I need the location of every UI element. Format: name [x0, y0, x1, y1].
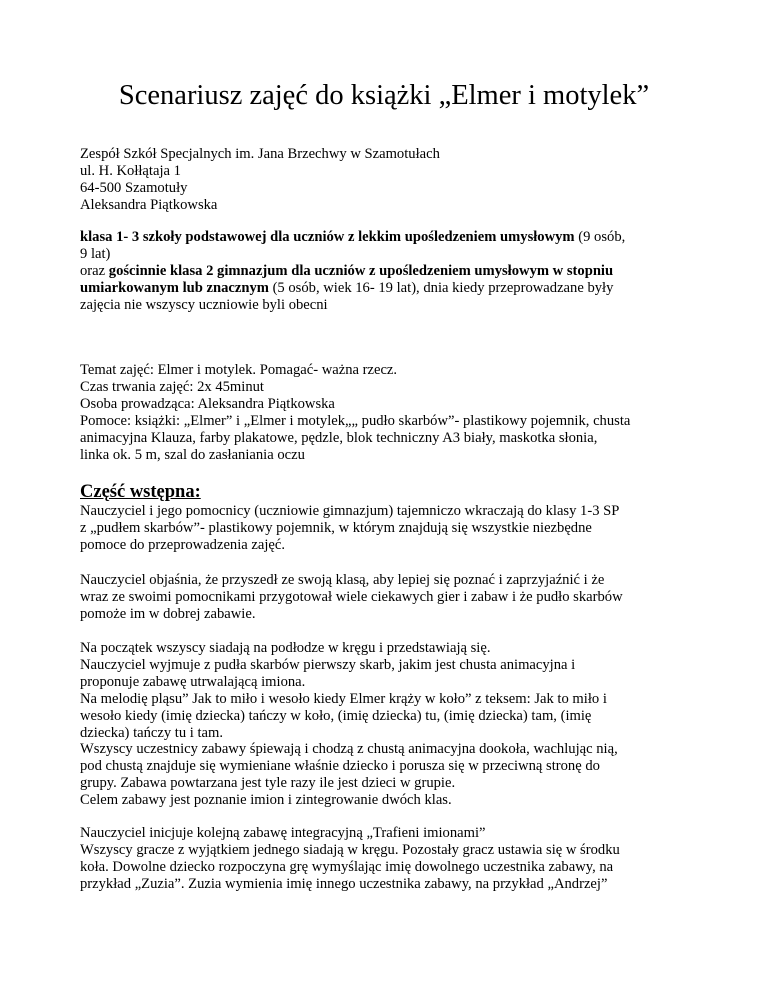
paragraph-line: Nauczyciel wyjmuje z pudła skarbów pierwszy skarb, jakim jest chusta animacyjna i	[80, 656, 576, 673]
paragraph	[80, 825, 690, 893]
lesson-materials: Pomoce: książki: „Elmer” i „Elmer i motylek„„ pudło skarbów”- plastikowy pojemnik, chusta	[80, 412, 631, 429]
class-info-block	[80, 229, 690, 314]
paragraph	[80, 572, 690, 623]
school-street: ul. H. Kołłątaja 1	[80, 162, 181, 179]
lesson-duration: Czas trwania zajęć: 2x 45minut	[80, 378, 264, 395]
section-heading: Część wstępna:	[80, 482, 201, 502]
class-primary-count: (9 osób,	[574, 229, 626, 245]
school-city: 64-500 Szamotuły	[80, 179, 188, 196]
class-primary-bold: klasa 1- 3 szkoły podstawowej dla uczniów z lekkim upośledzeniem umysłowym	[80, 229, 575, 245]
paragraph-line: proponuje zabawę utrwalającą imiona.	[80, 673, 306, 690]
class-info-line	[80, 280, 690, 297]
paragraph-line: Nauczyciel objaśnia, że przyszedł ze swoją klasą, aby lepiej się poznać i zaprzyjaźnić i że	[80, 572, 605, 588]
author-name: Aleksandra Piątkowska	[80, 196, 218, 213]
lesson-teacher: Osoba prowadząca: Aleksandra Piątkowska	[80, 395, 335, 412]
paragraph-line: grupy. Zabawa powtarzana jest tyle razy ile jest dzieci w grupie.	[80, 775, 456, 792]
document-title: Scenariusz zajęć do książki „Elmer i motylek”	[118, 80, 650, 111]
paragraph-line: wesoło kiedy (imię dziecka) tańczy w koło, (imię dziecka) tu, (imię dziecka) tam, (imię	[80, 707, 592, 724]
school-name: Zespół Szkół Specjalnych im. Jana Brzechwy w Szamotułach	[80, 146, 440, 162]
paragraph	[80, 503, 690, 554]
class-guest-bold-cont: umiarkowanym lub znacznym	[80, 279, 269, 296]
class-guest-prefix: oraz	[80, 262, 109, 279]
class-info-line	[80, 263, 690, 280]
paragraph-line: Nauczyciel inicjuje kolejną zabawę integracyjną „Trafieni imionami”	[80, 825, 486, 841]
paragraph-line: Wszyscy uczestnicy zabawy śpiewają i chodzą z chustą animacyjna dookoła, wachlując nią,	[80, 741, 618, 758]
paragraph-line: pomoże im w dobrej zabawie.	[80, 605, 256, 622]
lesson-materials-cont: linka ok. 5 m, szal do zasłaniania oczu	[80, 446, 305, 463]
paragraph-line: z „pudłem skarbów”- plastikowy pojemnik, w którym znajdują się wszystkie niezbędne	[80, 519, 592, 536]
paragraph-line: wraz ze swoimi pomocnikami przygotował wiele ciekawych gier i zabaw i że pudło skarbów	[80, 588, 623, 605]
class-guest-bold: gościnnie klasa 2 gimnazjum dla uczniów z upośledzeniem umysłowym w stopniu	[108, 262, 614, 279]
class-info-line	[80, 229, 690, 246]
paragraph-line: Na melodię pląsu” Jak to miło i wesoło kiedy Elmer krąży w koło” z teksem: Jak to miło i	[80, 690, 607, 707]
paragraph-line: Wszyscy gracze z wyjątkiem jednego siadają w kręgu. Pozostały gracz ustawia się w środku	[80, 841, 620, 858]
paragraph-line: pod chustą znajduje się wymieniane właśnie dziecko i porusza się w przeciwną stronę do	[80, 758, 600, 775]
paragraph-line: Nauczyciel i jego pomocnicy (uczniowie gimnazjum) tajemniczo wkraczają do klasy 1-3 SP	[80, 503, 620, 519]
lesson-materials-cont: animacyjna Klauza, farby plakatowe, pędzle, blok techniczny A3 biały, maskotka słonia,	[80, 429, 598, 446]
paragraph-line: Celem zabawy jest poznanie imion i zintegrowanie dwóch klas.	[80, 792, 452, 809]
lesson-topic: Temat zajęć: Elmer i motylek. Pomagać- ważna rzecz.	[80, 362, 398, 378]
paragraph-line: dziecka) tańczy tu i tam.	[80, 724, 224, 741]
paragraph	[80, 640, 690, 809]
paragraph-line: przykład „Zuzia”. Zuzia wymienia imię innego uczestnika zabawy, na przykład „Andrzej”	[80, 875, 608, 892]
lesson-info-block	[80, 362, 690, 463]
paragraph-line: pomoce do przeprowadzenia zajęć.	[80, 536, 286, 553]
class-info-line: 9 lat)	[80, 245, 111, 262]
class-info-line: zajęcia nie wszyscy uczniowie byli obecni	[80, 296, 328, 313]
paragraph-line: koła. Dowolne dziecko rozpoczyna grę wymyślając imię dowolnego uczestnika zabawy, na	[80, 858, 614, 875]
paragraph-line: Na początek wszyscy siadają na podłodze w kręgu i przedstawiają się.	[80, 640, 491, 656]
school-address-block	[80, 146, 690, 214]
class-guest-count: (5 osób, wiek 16- 19 lat), dnia kiedy przeprowadzane były	[268, 279, 614, 296]
